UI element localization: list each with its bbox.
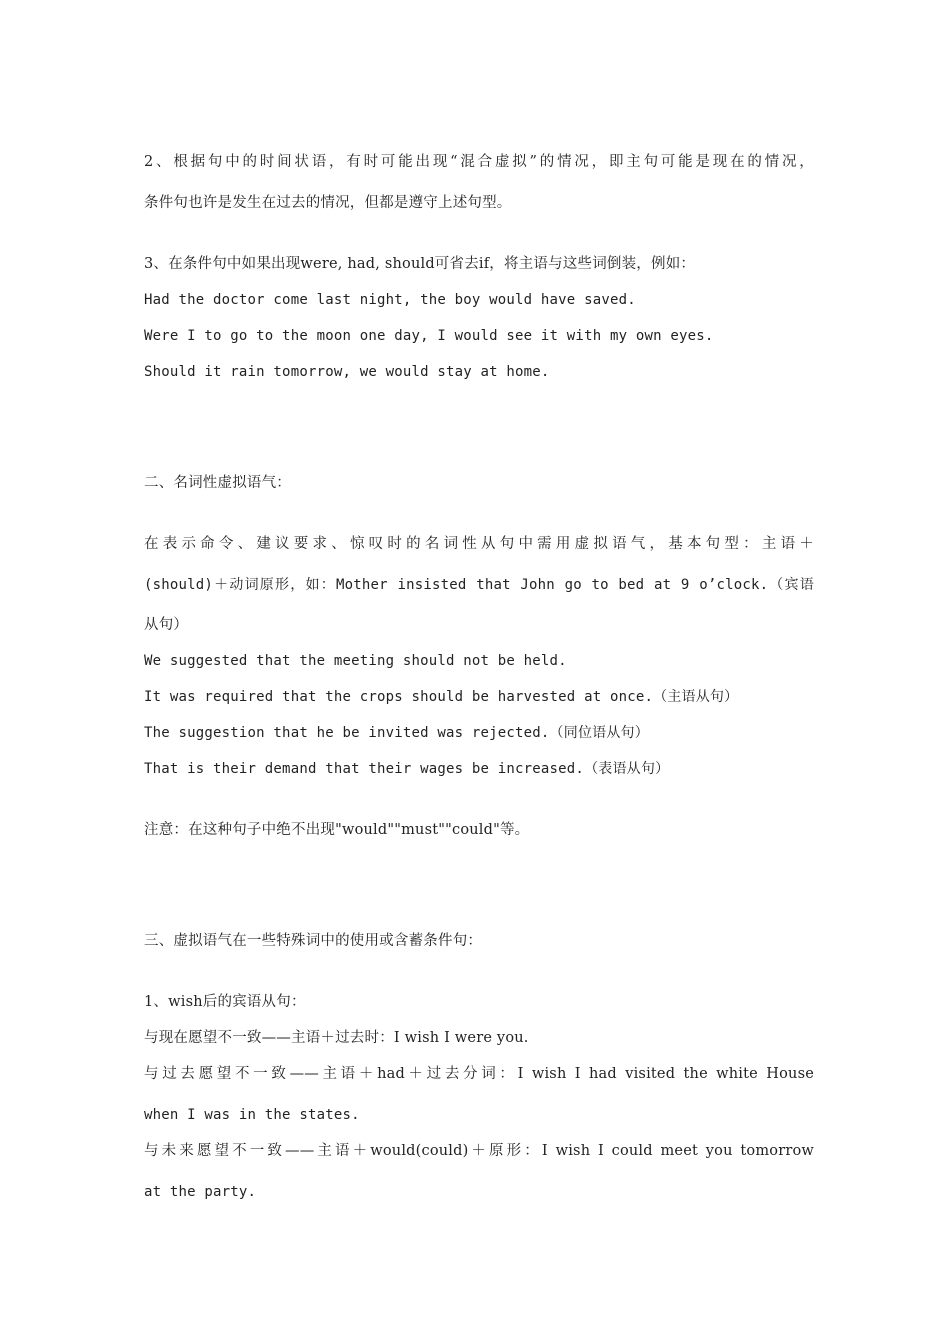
section-heading: 三、虚拟语气在一些特殊词中的使用或含蓄条件句： — [144, 933, 483, 949]
section-heading: 二、名词性虚拟语气： — [144, 475, 291, 491]
example-sentence: It was required that the crops should be harvested at once.（主语从句） — [144, 689, 739, 705]
wish-past-rule-line-2: when I was in the states. — [144, 1107, 360, 1123]
paragraph-2-line-2: 条件句也许是发生在过去的情况，但都是遵守上述句型。 — [144, 195, 512, 211]
paragraph-2-line-1: 2、根据句中的时间状语，有时可能出现“混合虚拟”的情况，即主句可能是现在的情况， — [144, 154, 814, 170]
note: 注意：在这种句子中绝不出现"would""must""could"等。 — [144, 822, 530, 838]
intro-line-2: (should)＋动词原形，如：Mother insisted that John go to bed at 9 o’clock.（宾语 — [144, 577, 814, 593]
intro-line-3: 从句） — [144, 617, 189, 633]
example-sentence: Had the doctor come last night, the boy would have saved. — [144, 292, 636, 308]
example-sentence: We suggested that the meeting should not be held. — [144, 653, 567, 669]
example-sentence: Were I to go to the moon one day, I would see it with my own eyes. — [144, 328, 714, 344]
intro-line-1: 在表示命令、建议要求、惊叹时的名词性从句中需用虚拟语气，基本句型：主语＋ — [144, 536, 814, 552]
example-sentence: That is their demand that their wages be increased.（表语从句） — [144, 761, 670, 777]
wish-past-rule-line-1: 与过去愿望不一致——主语＋had＋过去分词：I wish I had visited the white House — [144, 1066, 814, 1082]
example-sentence: The suggestion that he be invited was rejected.（同位语从句） — [144, 725, 649, 741]
paragraph-3-intro: 3、在条件句中如果出现were, had, should可省去if，将主语与这些词倒装，例如： — [144, 256, 696, 272]
wish-present-rule: 与现在愿望不一致——主语＋过去时：I wish I were you. — [144, 1030, 529, 1046]
wish-future-rule-line-2: at the party. — [144, 1184, 257, 1200]
example-sentence: Should it rain tomorrow, we would stay at home. — [144, 364, 550, 380]
subsection-heading: 1、wish后的宾语从句： — [144, 994, 306, 1010]
wish-future-rule-line-1: 与未来愿望不一致——主语＋would(could)＋原形：I wish I could meet you tomorrow — [144, 1143, 814, 1159]
